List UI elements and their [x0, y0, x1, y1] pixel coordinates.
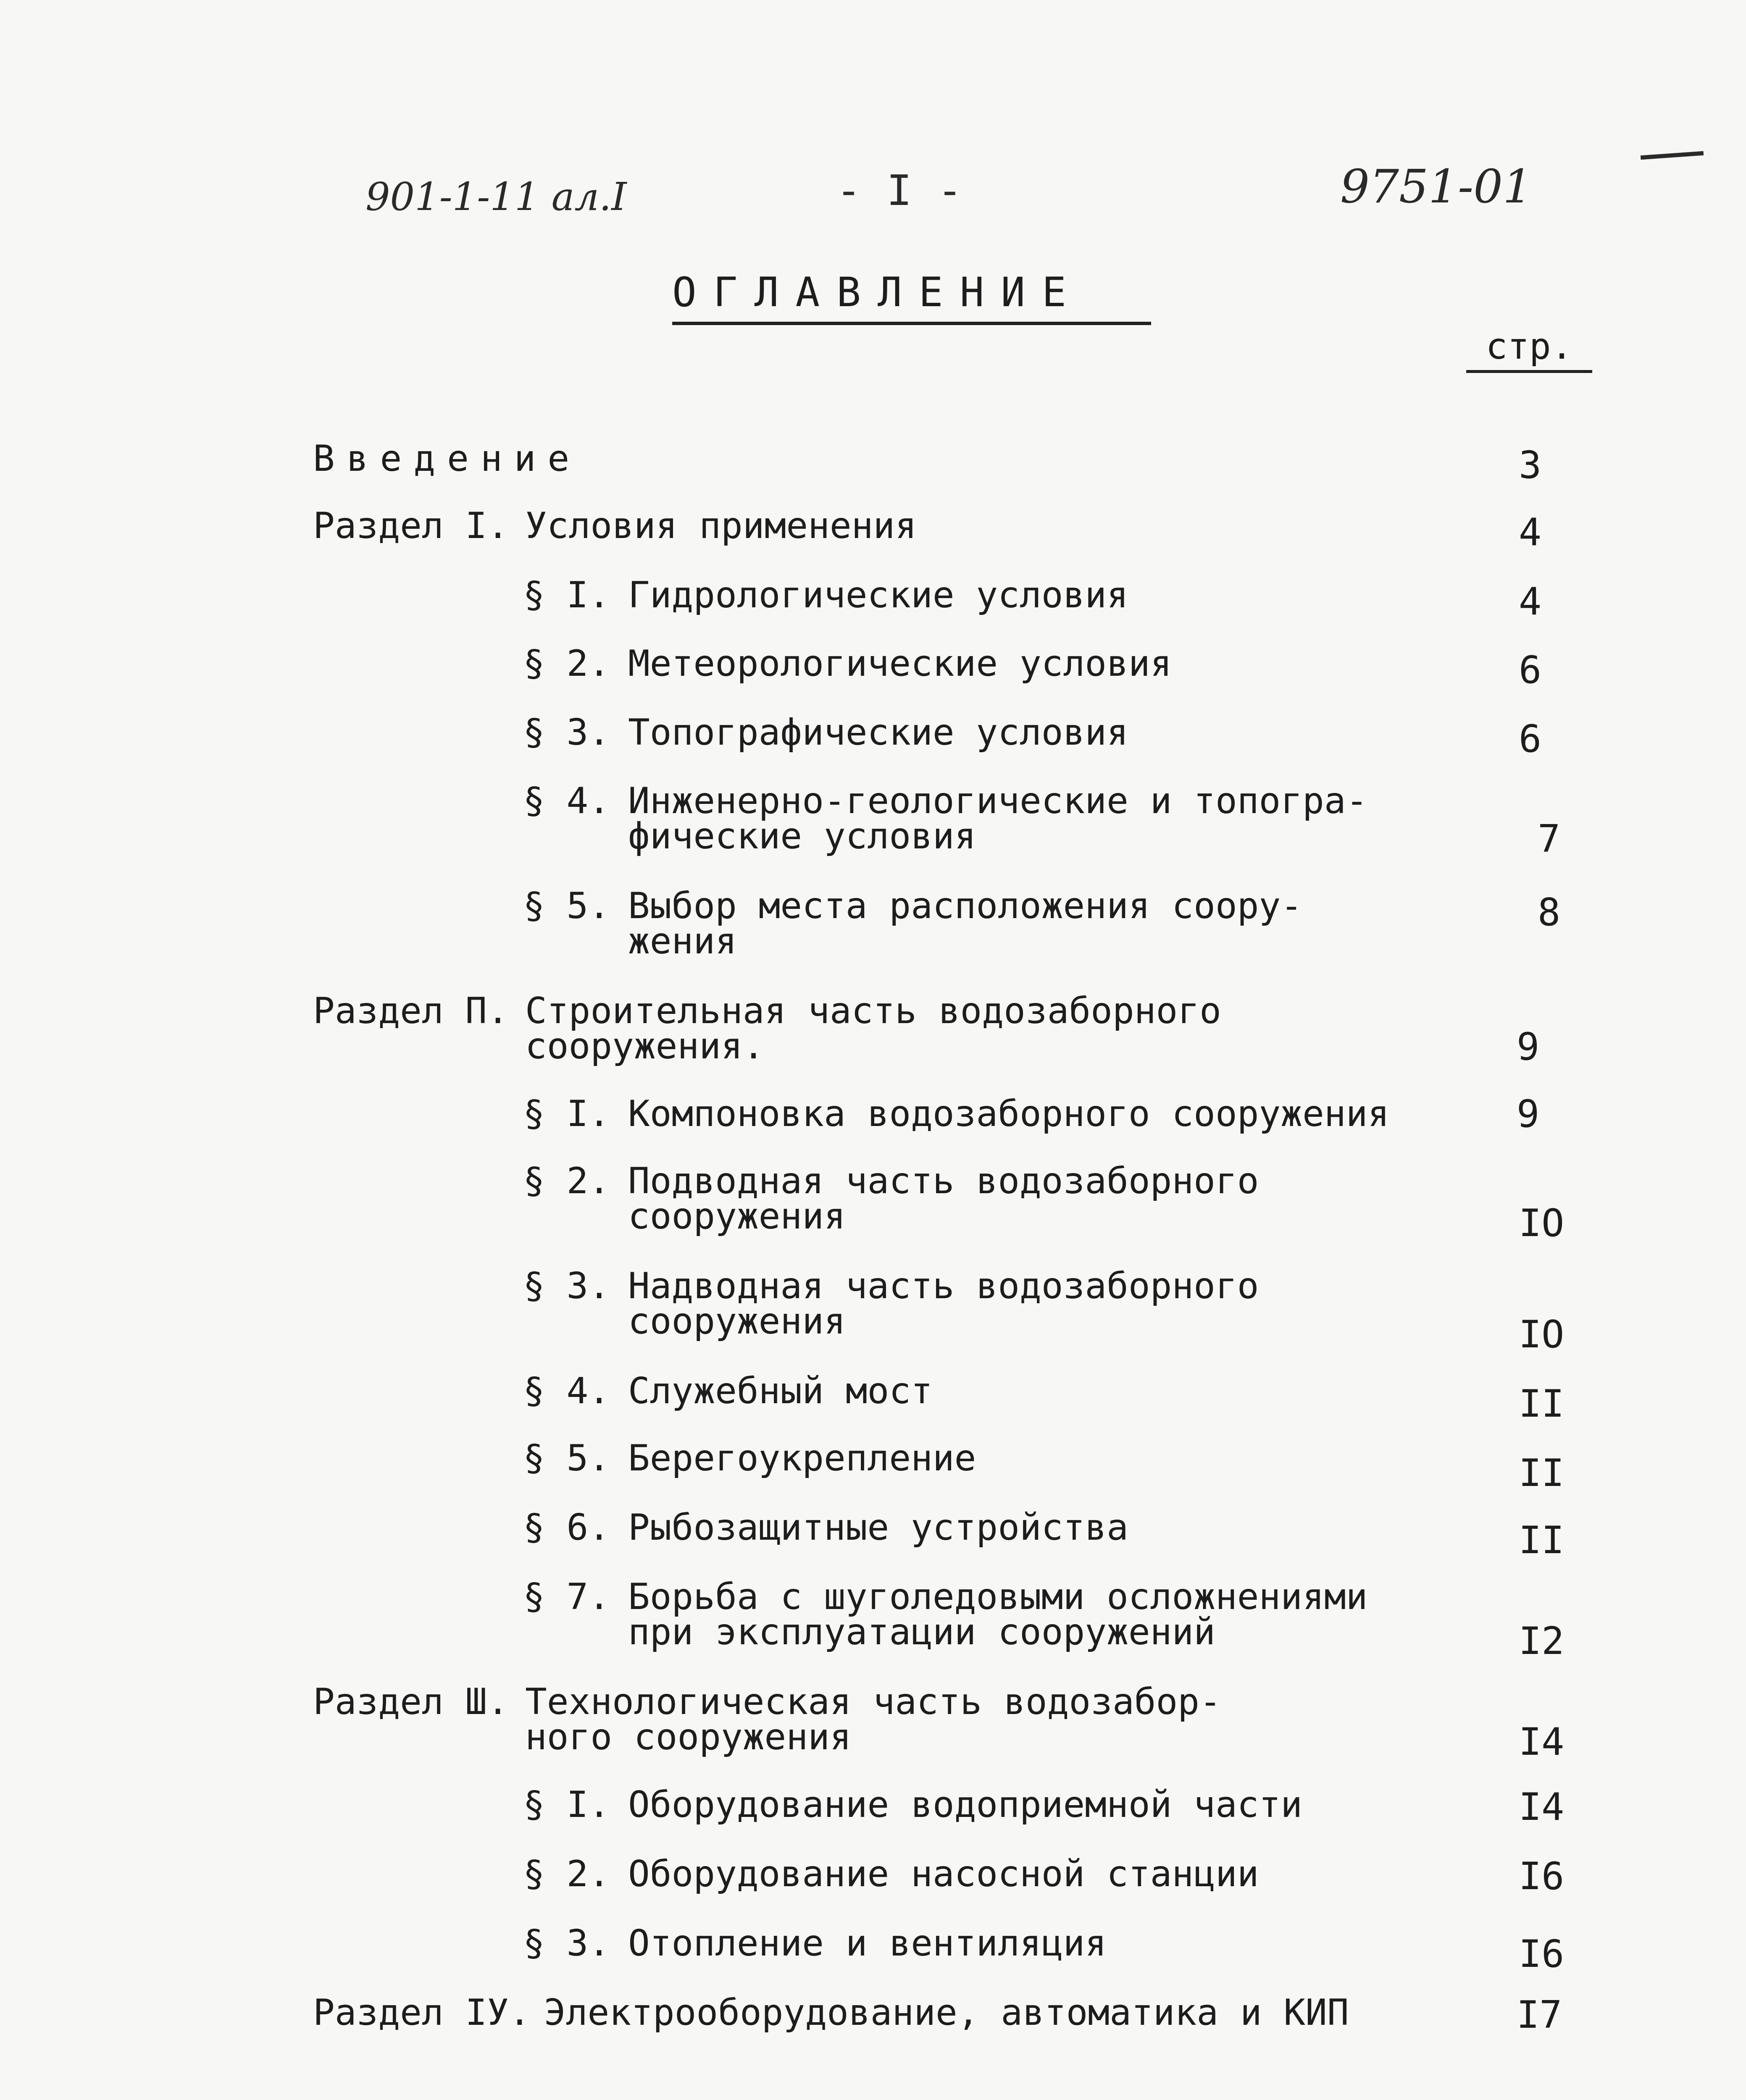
toc-page-number: 4: [1519, 580, 1542, 624]
toc-page-number: 7: [1538, 817, 1561, 861]
toc-entry-label: Раздел П.: [313, 990, 509, 1032]
toc-entry-label: § 3.: [523, 1922, 610, 1964]
toc-page-number: 4: [1519, 510, 1542, 554]
toc-entry-text: Топографические условия: [628, 711, 1128, 753]
toc-paragraph-entry: [0, 1265, 1428, 1352]
toc-entry-label: § 4.: [523, 1370, 610, 1412]
toc-entry-text-continued: жения: [628, 920, 737, 962]
toc-entry-text-continued: сооружения: [628, 1195, 846, 1237]
pen-stroke-mark: [1641, 151, 1704, 160]
toc-page-number: 6: [1519, 648, 1542, 692]
toc-entry-text: Служебный мост: [628, 1370, 933, 1412]
toc-page-number: I2: [1519, 1619, 1565, 1663]
toc-entry-text-continued: ного сооружения: [525, 1716, 852, 1758]
toc-entry-label: § I.: [523, 1093, 610, 1135]
toc-entry-label: § 2.: [523, 1160, 610, 1202]
toc-section-entry: [0, 1992, 1428, 2079]
album-code: 9751-01: [1340, 160, 1533, 213]
toc-entry-text: Электрооборудование, автоматика и КИП: [544, 1992, 1349, 2034]
toc-page-number: 9: [1517, 1025, 1540, 1069]
toc-entry-label: § I.: [523, 1784, 610, 1826]
toc-entry-text: Надводная часть водозаборного: [628, 1265, 1259, 1307]
toc-entry-text: Компоновка водозаборного сооружения: [628, 1093, 1390, 1135]
toc-entry-label: § 7.: [523, 1576, 610, 1618]
toc-entry-text: Инженерно-геологические и топогра-: [628, 780, 1368, 822]
toc-entry-text: Гидрологические условия: [628, 574, 1128, 616]
toc-page-number: II: [1519, 1518, 1565, 1562]
toc-entry-text: Подводная часть водозаборного: [628, 1160, 1259, 1202]
toc-entry-text: Оборудование водоприемной части: [628, 1784, 1303, 1826]
toc-page-number: IO: [1519, 1201, 1565, 1245]
toc-page-number: I7: [1517, 1993, 1562, 2037]
toc-page-number: 3: [1519, 443, 1542, 487]
toc-paragraph-entry: [0, 1576, 1428, 1663]
toc-entry-label: Раздел I.: [313, 505, 509, 547]
toc-page-number: IO: [1519, 1312, 1565, 1357]
toc-page-number: 6: [1519, 717, 1542, 761]
toc-entry-label: § 2.: [523, 1853, 610, 1895]
toc-page-number: 9: [1517, 1092, 1540, 1136]
toc-entry-label: Раздел Ш.: [313, 1681, 509, 1723]
toc-entry-label: § 5.: [523, 1437, 610, 1479]
toc-entry-text: Метеорологические условия: [628, 643, 1172, 685]
toc-entry-text: Берегоукрепление: [628, 1437, 976, 1479]
toc-page-number: II: [1519, 1382, 1565, 1426]
toc-entry-label: § 4.: [523, 780, 610, 822]
toc-entry-label: Раздел IУ.: [313, 1992, 531, 2034]
toc-page-number: 8: [1538, 890, 1561, 934]
toc-page-number: I6: [1519, 1854, 1565, 1898]
page-title: ОГЛАВЛЕНИЕ: [672, 269, 1151, 325]
toc-entry-label: § 3.: [523, 1265, 610, 1307]
toc-entry-text: Борьба с шуголедовыми осложнениями: [628, 1576, 1368, 1618]
toc-entry-label: § I.: [523, 574, 610, 616]
toc-page-number: I4: [1519, 1785, 1565, 1829]
toc-entry-text: Технологическая часть водозабор-: [525, 1681, 1221, 1723]
toc-page-number: I4: [1519, 1720, 1565, 1764]
toc-paragraph-entry: [0, 780, 1428, 867]
toc-entry-label: § 6.: [523, 1507, 610, 1549]
toc-page-number: I6: [1519, 1932, 1565, 1976]
toc-section-entry: [0, 990, 1428, 1077]
toc-entry-text-continued: сооружения: [628, 1300, 846, 1342]
toc-entry-text: Условия применения: [525, 505, 917, 547]
toc-entry-text-continued: сооружения.: [525, 1025, 765, 1067]
toc-entry-text: Рыбозащитные устройства: [628, 1507, 1128, 1549]
toc-entry-text: Выбор места расположения соору-: [628, 885, 1303, 927]
page-number: - I -: [836, 166, 963, 215]
toc-entry-label: § 5.: [523, 885, 610, 927]
toc-entry-text: Введение: [313, 438, 581, 480]
toc-paragraph-entry: [0, 885, 1428, 972]
toc-paragraph-entry: [0, 1160, 1428, 1247]
toc-entry-text-continued: фические условия: [628, 815, 976, 857]
toc-page-number: II: [1519, 1451, 1565, 1495]
toc-section-entry: [0, 1681, 1428, 1768]
page-column-header: стр.: [1466, 326, 1592, 373]
toc-entry-text: Оборудование насосной станции: [628, 1853, 1259, 1895]
document-code: 901-1-11 ал.I: [366, 174, 627, 219]
toc-entry-label: § 3.: [523, 711, 610, 753]
toc-entry-text-continued: при эксплуатации сооружений: [628, 1611, 1215, 1653]
toc-entry-text: Отопление и вентиляция: [628, 1922, 1107, 1964]
toc-entry-label: § 2.: [523, 643, 610, 685]
toc-entry-text: Строительная часть водозаборного: [525, 990, 1221, 1032]
